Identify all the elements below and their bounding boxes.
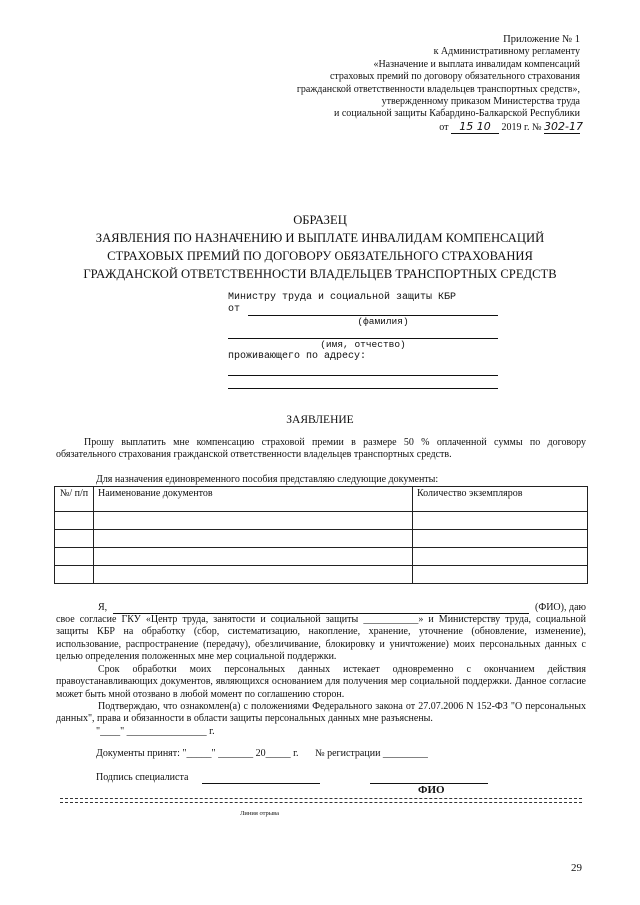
surname-caption: (фамилия) bbox=[357, 316, 409, 327]
addressee-block bbox=[228, 292, 498, 389]
table-cell[interactable] bbox=[413, 512, 588, 530]
heading-line-2: СТРАХОВЫХ ПРЕМИЙ ПО ДОГОВОРУ ОБЯЗАТЕЛЬНОГО СТРАХОВАНИЯ bbox=[107, 249, 533, 263]
signature-field[interactable] bbox=[202, 773, 320, 784]
cut-line-label: Линия отрыва bbox=[240, 810, 280, 817]
signature-row bbox=[96, 772, 576, 784]
appendix-line: к Административному регламенту bbox=[433, 46, 580, 58]
signature-label: Подпись специалиста bbox=[96, 772, 189, 783]
from-label: от bbox=[228, 304, 241, 315]
statement-title: ЗАЯВЛЕНИЕ bbox=[286, 414, 354, 426]
table-row[interactable] bbox=[55, 566, 588, 584]
table-cell[interactable] bbox=[413, 530, 588, 548]
name-caption: (имя, отчество) bbox=[320, 339, 406, 350]
from-row bbox=[228, 304, 498, 316]
consent-i: Я, bbox=[98, 602, 108, 613]
name-field[interactable] bbox=[228, 328, 498, 339]
heading-line-3: ГРАЖДАНСКОЙ ОТВЕТСТВЕННОСТИ ВЛАДЕЛЬЦЕВ ТРАНСПОРТНЫХ СРЕДСТВ bbox=[83, 267, 557, 281]
statement-request: Прошу выплатить мне компенсацию страховой премии в размере 50 % оплаченной суммы по договору обязательного страхования гражданской ответственности владельцев транспортных средств. bbox=[56, 437, 586, 461]
consent-text: свое согласие ГКУ «Центр труда, занятости и социальной защиты ___________» и Министерству труда, социальной защиты КБР на обработку (сбор, систематизацию, накопление, хранение, уточнение (обновление, изменение), использование, распространение (передачу), обезличивание, блокировку и уничтожение) моих персональных данных с целью определения положенных мне мер социальной поддержки. bbox=[56, 614, 586, 663]
sample-label: ОБРАЗЕЦ bbox=[293, 213, 347, 227]
table-cell[interactable] bbox=[94, 530, 413, 548]
consent-fio-field[interactable] bbox=[113, 603, 529, 614]
column-header-quantity: Количество экземпляров bbox=[413, 487, 588, 512]
table-cell[interactable] bbox=[413, 566, 588, 584]
column-header-number: №/ п/п bbox=[55, 487, 94, 512]
addressee-to: Министру труда и социальной защиты КБР bbox=[228, 292, 457, 303]
table-header-row bbox=[55, 487, 588, 512]
consent-date-line: "____" ________________ г. bbox=[96, 726, 215, 737]
accepted-row bbox=[96, 748, 576, 760]
table-cell[interactable] bbox=[413, 548, 588, 566]
table-row[interactable] bbox=[55, 548, 588, 566]
page-number: 29 bbox=[571, 862, 582, 874]
date-prefix: от bbox=[439, 121, 449, 133]
table-cell[interactable] bbox=[55, 548, 94, 566]
fio-label: ФИО bbox=[418, 784, 445, 796]
year-text: 2019 г. № bbox=[501, 121, 542, 133]
appendix-line: и социальной защиты Кабардино-Балкарской Республики bbox=[333, 108, 580, 120]
heading-line-1: ЗАЯВЛЕНИЯ ПО НАЗНАЧЕНИЮ И ВЫПЛАТЕ ИНВАЛИДАМ КОМПЕНСАЦИЙ bbox=[95, 231, 545, 245]
table-cell[interactable] bbox=[94, 566, 413, 584]
consent-term: Срок обработки моих персональных данных истекает одновременно с окончанием действия правоустанавливающих документов, являющихся основанием для получения мер социальной поддержки. Данное согласие может быть мной отозвано в любой момент по соглашению сторон. bbox=[56, 664, 586, 700]
documents-table bbox=[54, 486, 588, 584]
column-header-documents: Наименование документов bbox=[94, 487, 413, 512]
surname-field[interactable] bbox=[248, 305, 498, 316]
address-field-1[interactable] bbox=[228, 363, 498, 376]
residing-label: проживающего по адресу: bbox=[228, 351, 367, 362]
consent-confirm: Подтверждаю, что ознакомлен(а) с положениями Федерального закона от 27.07.2006 N 152-ФЗ "О персональных данных", права и обязанности в области защиты персональных данных мне разъяснены. bbox=[56, 701, 586, 725]
cut-line-2 bbox=[60, 802, 582, 803]
appendix-line: утвержденному приказом Министерства труда bbox=[381, 96, 580, 108]
table-cell[interactable] bbox=[94, 512, 413, 530]
table-row[interactable] bbox=[55, 512, 588, 530]
appendix-block bbox=[240, 34, 583, 134]
handwritten-number: 302-17 bbox=[544, 119, 583, 133]
table-row[interactable] bbox=[55, 530, 588, 548]
fio-field[interactable] bbox=[370, 773, 488, 784]
address-field-2[interactable] bbox=[228, 376, 498, 389]
appendix-date-line bbox=[240, 119, 583, 134]
cut-line bbox=[60, 798, 582, 799]
documents-intro: Для назначения единовременного пособия представляю следующие документы: bbox=[96, 474, 439, 485]
table-cell[interactable] bbox=[55, 530, 94, 548]
handwritten-date: 15 10 bbox=[451, 121, 499, 134]
consent-fio-label: (ФИО), даю bbox=[534, 602, 586, 613]
consent-fio-row bbox=[56, 602, 586, 614]
appendix-line: гражданской ответственности владельцев транспортных средств», bbox=[296, 83, 580, 95]
accepted-label: Документы принят: "_____" _______ 20_____ г. bbox=[96, 748, 299, 759]
registration-label: № регистрации _________ bbox=[315, 748, 428, 759]
appendix-line: страховых премий по договору обязательного страхования bbox=[329, 71, 580, 83]
table-cell[interactable] bbox=[55, 512, 94, 530]
appendix-line: «Назначение и выплата инвалидам компенсаций bbox=[373, 58, 580, 70]
table-cell[interactable] bbox=[55, 566, 94, 584]
appendix-title: Приложение № 1 bbox=[503, 34, 580, 45]
table-cell[interactable] bbox=[94, 548, 413, 566]
